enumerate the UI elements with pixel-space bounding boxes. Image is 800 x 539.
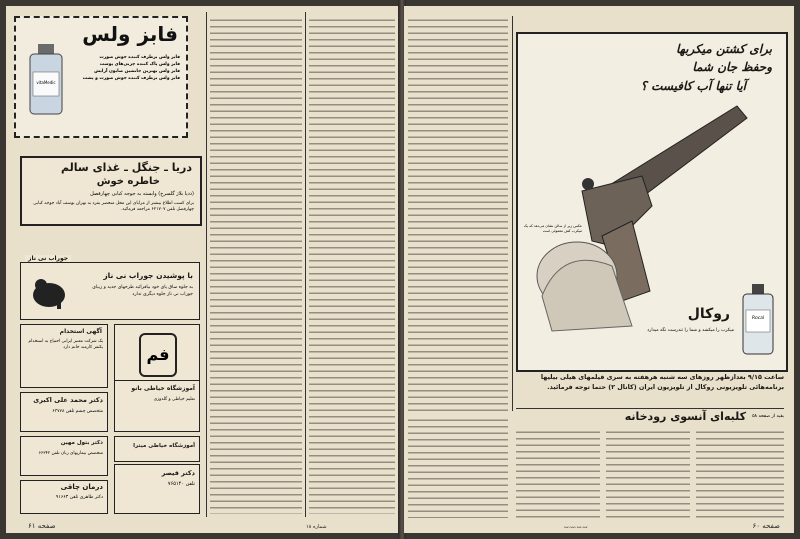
ad-restaurant bbox=[20, 156, 202, 226]
fam-logo: فم bbox=[139, 333, 177, 377]
ad-rocal-headline-3: آیا تنها آب کافیست ؟ bbox=[640, 79, 746, 93]
ad-doctor-eye bbox=[20, 392, 108, 432]
ad-restaurant-subtitle: خاطره خوش bbox=[96, 176, 160, 187]
left-page-number: صفحه ۶۱ bbox=[28, 522, 56, 530]
ad-rocal-sub: میکرب را میکشد و شما را تندرست نگه میدارد bbox=[647, 328, 734, 333]
ad-employment-text: یک شرکت معتبر ایرانی احتیاج به استخدام یکنفر کارمند خانم دارد bbox=[28, 339, 103, 350]
ad-employment-title: آگهی استخدام bbox=[59, 328, 102, 335]
ad-doctor-qaisar bbox=[114, 464, 200, 514]
ad-employment bbox=[20, 324, 108, 388]
article-top-rule bbox=[516, 408, 784, 409]
ad-fabolas-line: فابز ولس پاک کننده چربی‌های پوست bbox=[99, 62, 180, 67]
ad-tailoring-2 bbox=[114, 436, 200, 462]
ad-doctor-women-title: دکتر بتول مهین bbox=[60, 440, 103, 446]
ad-doctor-eye-text: متخصص چشم تلفن ۶۳۷۷۸ bbox=[52, 409, 103, 414]
ad-rocal-headline-2: وحفظ جان شما bbox=[692, 60, 772, 74]
right-page-number: صفحه ۶۰ bbox=[752, 522, 780, 530]
ad-socks-text: به جلوه ساق پای خود بیافزائید طرحهای جدید و زیبای جوراب نی ناز جلوه دیگری ندارد bbox=[92, 285, 193, 297]
ad-fabolas-line: فابز ولس برطرف کننده جوش صورت bbox=[99, 55, 180, 60]
ad-fabolas-bottle-label: vitaMedic bbox=[36, 80, 56, 85]
column-rule bbox=[206, 12, 207, 517]
ad-treatment-title: درمان چاقی bbox=[60, 483, 103, 491]
text-column bbox=[309, 16, 395, 514]
ad-doctor-women-text: متخصص بیماریهای زنان تلفن ۶۶۳۴۲ bbox=[38, 451, 103, 456]
ad-fam bbox=[114, 324, 200, 388]
ad-restaurant-note: (ددیا بلاژ گلسرخ) وابسته به جوجه کبابی چهارفصل bbox=[90, 191, 194, 197]
rocal-bottle-image bbox=[740, 284, 776, 356]
text-column bbox=[516, 428, 600, 520]
ad-fabolas-line: فابز ولس برطرف کننده جوش صورت و پشت bbox=[82, 76, 180, 81]
ad-fabolas-brand: فابز ولس bbox=[82, 22, 178, 46]
left-page bbox=[6, 6, 400, 533]
ad-socks-brand: جوراب نی ناز bbox=[25, 255, 71, 262]
ad-tailoring bbox=[114, 380, 200, 432]
article-continued: بقیه از صفحه ۵۸ bbox=[752, 414, 784, 419]
ad-restaurant-title: دریا ـ جنگل ـ غذای سالم bbox=[61, 161, 192, 174]
rocal-bottle-label: Rocal bbox=[751, 316, 765, 321]
ad-socks bbox=[20, 255, 200, 320]
ad-fabolas-lines bbox=[72, 54, 180, 82]
text-column bbox=[408, 16, 508, 411]
ad-treatment bbox=[20, 480, 108, 514]
text-column bbox=[408, 416, 508, 518]
right-page-footer: ت.ت.ت.ت bbox=[564, 524, 588, 530]
article-title: کلبه‌ای آنسوی رودخانه bbox=[624, 410, 746, 423]
ad-tailoring-title: آموزشگاه خیاطی بانو bbox=[131, 385, 195, 392]
socks-mascot-icon bbox=[27, 273, 71, 311]
ad-doctor-women bbox=[20, 436, 108, 476]
ad-fabolas bbox=[14, 16, 188, 138]
ad-socks-title: با پوشیدن جوراب نی ناز bbox=[103, 271, 193, 280]
tv-notice: ساعت ۹/۱۵ بعدازظهر روزهای سه شنبه هرهفته به سری فیلمهای هیلی بیلیها برنامه‌هائی تلویزیونی روکال از تلویزیون ایران (کانال ۲) حتما توجه فرمائید. bbox=[540, 373, 784, 391]
ad-rocal-brand: روکال bbox=[687, 306, 730, 322]
ad-rocal bbox=[516, 32, 788, 372]
ad-tailoring-2-title: آموزشگاه خیاطی میترا bbox=[133, 443, 195, 449]
column-rule bbox=[512, 16, 513, 411]
left-page-footer: شماره ۱۸ bbox=[306, 524, 327, 530]
text-column bbox=[696, 428, 784, 520]
ad-doctor-qaisar-title: دکتر قیصر bbox=[161, 469, 195, 477]
ad-doctor-eye-title: دکتر محمد علی اکبری bbox=[33, 396, 103, 404]
text-column bbox=[606, 428, 690, 520]
ad-rocal-headline-1: برای کشتن میکربها bbox=[675, 42, 772, 56]
bottle-image bbox=[26, 44, 66, 116]
ad-treatment-text: دکتر طاهری تلفن ۹۱۶۶۳ bbox=[55, 495, 103, 500]
ad-restaurant-text: برای کسب اطلاع بیشتر از مزایای این محل منحصر بفرد به تهران بوسف آباد جوجه کبابی چهارفصل تلفن ۶۲۱۷۰۷ مراجعه فرمائید. bbox=[33, 201, 194, 212]
ad-doctor-qaisar-phone: تلفن ۷۶۵۱۴۰ bbox=[167, 481, 195, 487]
pistol-hand-image bbox=[522, 96, 752, 336]
ad-rocal-photo-caption: عکس زیر از سالن نشان می‌دهد که یک میکرب کش معمولی است bbox=[523, 224, 582, 233]
column-rule bbox=[305, 12, 306, 517]
ad-tailoring-text: تعلیم خیاطی و گلدوزی bbox=[153, 397, 195, 402]
right-page bbox=[404, 6, 794, 533]
text-column bbox=[210, 16, 302, 514]
ad-fabolas-line: فابز ولس بهترین جانشین صابون آرایش bbox=[94, 69, 180, 74]
